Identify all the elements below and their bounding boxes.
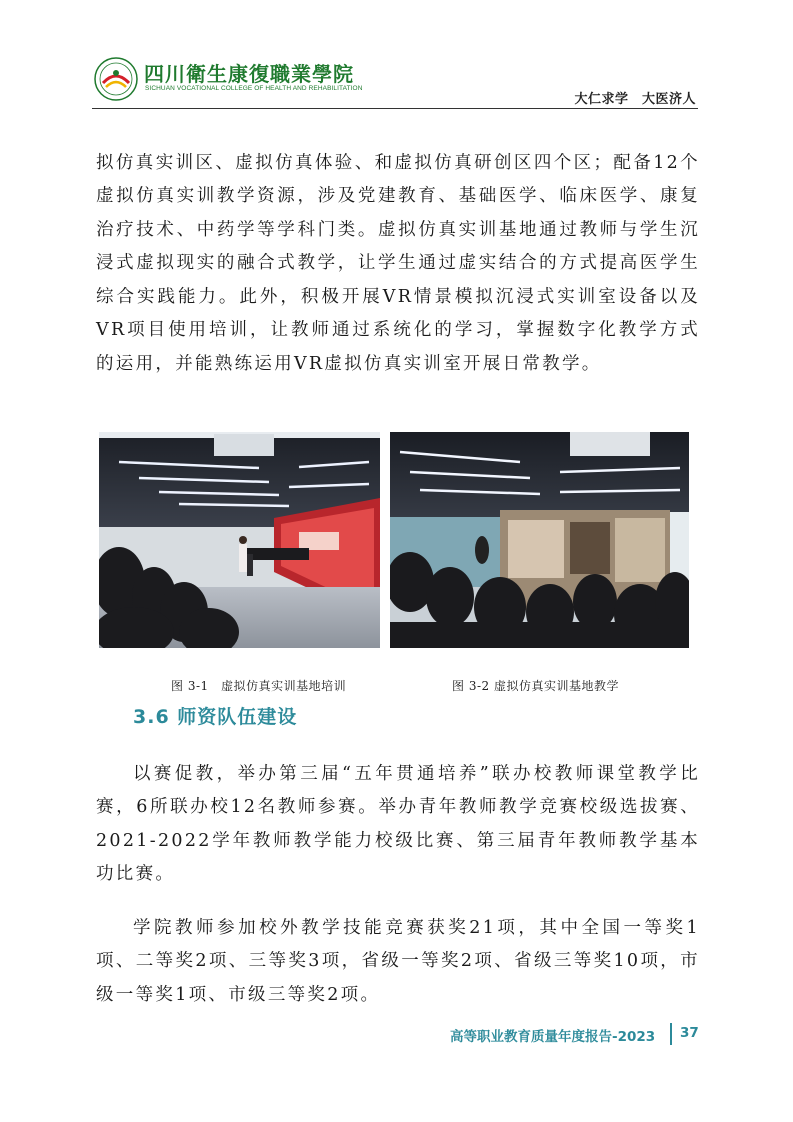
header-divider [92, 108, 698, 109]
school-name-en: SICHUAN VOCATIONAL COLLEGE OF HEALTH AND REHABILITATION [145, 85, 363, 92]
body-paragraph-2: 以赛促教，举办第三届“五年贯通培养”联办校教师课堂教学比赛，6所联办校12名教师参赛。举办青年教师教学竞赛校级选拔赛、2021-2022学年教师教学能力校级比赛、第三届青年教师教学基本功比赛。 [96, 763, 700, 884]
footer-separator [670, 1023, 672, 1045]
body-paragraph-3: 学院教师参加校外教学技能竞赛获奖21项，其中全国一等奖1项、二等奖2项、三等奖3项，省级一等奖2项、省级三等奖10项，市级一等奖1项、市级三等奖2项。 [96, 917, 700, 1005]
figure-3-1-photo [99, 432, 380, 648]
section-heading: 3.6 师资队伍建设 [133, 706, 298, 728]
page-header [92, 52, 698, 108]
school-emblem-icon [94, 57, 138, 101]
figure-caption: 图 3-1 虚拟仿真实训基地培训 [171, 679, 347, 693]
figure-3-2-photo [390, 432, 689, 648]
school-name-cn: 四川衛生康復職業學院 [144, 62, 354, 86]
school-motto: 大仁求学 大医济人 [574, 92, 696, 107]
report-title: 高等职业教育质量年度报告-2023 [450, 1029, 656, 1045]
page-number: 37 [680, 1025, 699, 1041]
body-paragraph-1: 拟仿真实训区、虚拟仿真体验、和虚拟仿真研创区四个区；配备12个虚拟仿真实训教学资源，涉及党建教育、基础医学、临床医学、康复治疗技术、中药学等学科门类。虚拟仿真实训基地通过教师与学生沉浸式虚拟现实的融合式教学，让学生通过虚实结合的方式提高医学生综合实践能力。此外，积极开展VR情景模拟沉浸式实训室设备以及VR项目使用培训，让教师通过系统化的学习，掌握数字化教学方式的运用，并能熟练运用VR虚拟仿真实训室开展日常教学。 [96, 152, 700, 374]
figure-caption: 图 3-2 虚拟仿真实训基地教学 [452, 679, 619, 693]
